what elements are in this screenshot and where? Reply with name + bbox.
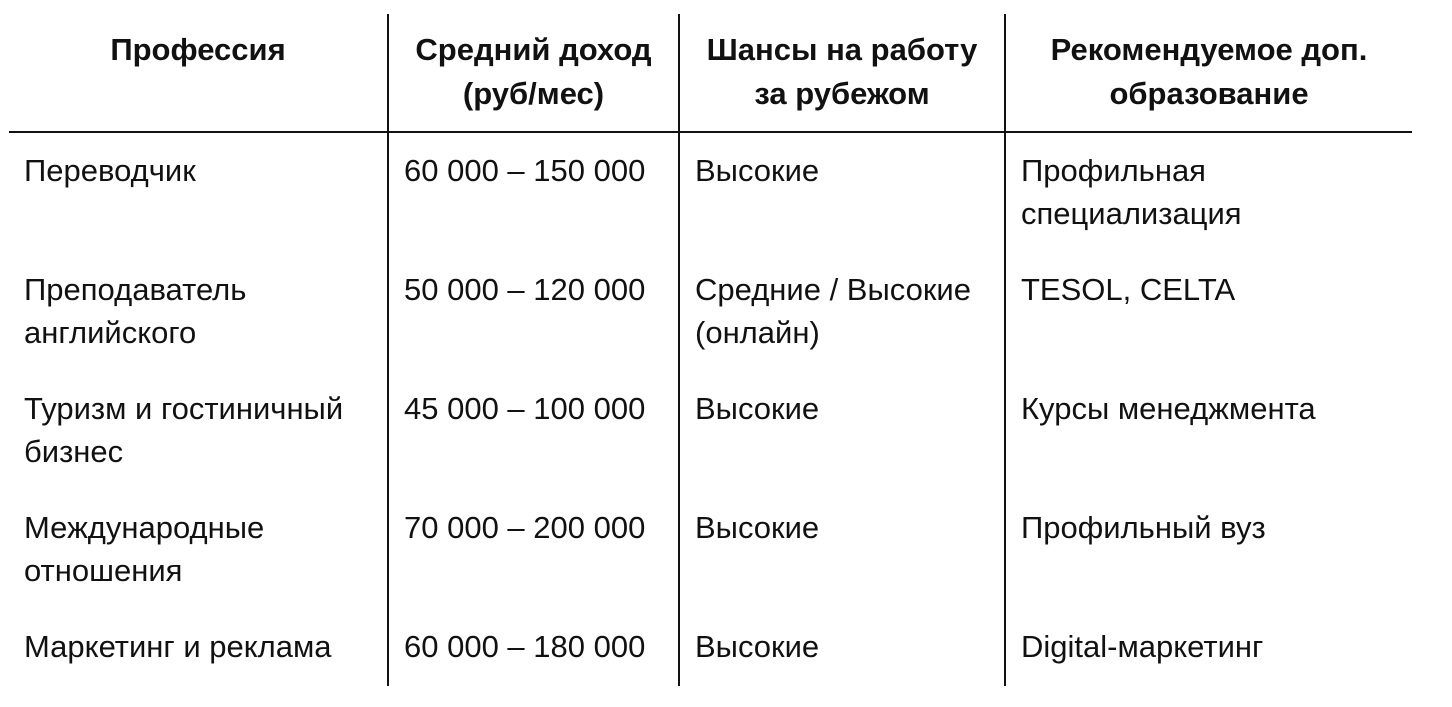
header-abroad-chances: Шансы на работу за рубежом [706,32,978,111]
professions-table [9,14,1412,686]
header-divider [9,131,1412,133]
cell-profession: Преподаватель английского [24,272,247,350]
cell-profession: Международные отношения [24,510,265,588]
cell-abroad-chances: Высокие [695,510,820,545]
header-profession: Профессия [110,32,286,67]
cell-income: 70 000 – 200 000 [404,510,646,545]
header-income: Средний доход (руб/мес) [415,32,652,111]
cell-abroad-chances: Высокие [695,153,820,188]
cell-abroad-chances: Высокие [695,391,820,426]
cell-profession: Туризм и гостиничный бизнес [24,391,344,469]
cell-extra-education: Профильный вуз [1021,510,1266,545]
cell-abroad-chances: Средние / Высокие (онлайн) [695,272,971,350]
cell-extra-education: Digital-маркетинг [1021,629,1264,664]
cell-profession: Маркетинг и реклама [24,629,332,664]
cell-income: 45 000 – 100 000 [404,391,646,426]
cell-extra-education: Курсы менеджмента [1021,391,1316,426]
cell-extra-education: Профильная специализация [1021,153,1242,231]
header-extra-education: Рекомендуемое доп. образование [1050,32,1368,111]
cell-abroad-chances: Высокие [695,629,820,664]
cell-profession: Переводчик [24,153,196,188]
cell-income: 60 000 – 180 000 [404,629,646,664]
cell-income: 60 000 – 150 000 [404,153,646,188]
cell-income: 50 000 – 120 000 [404,272,646,307]
cell-extra-education: TESOL, CELTA [1021,272,1236,307]
